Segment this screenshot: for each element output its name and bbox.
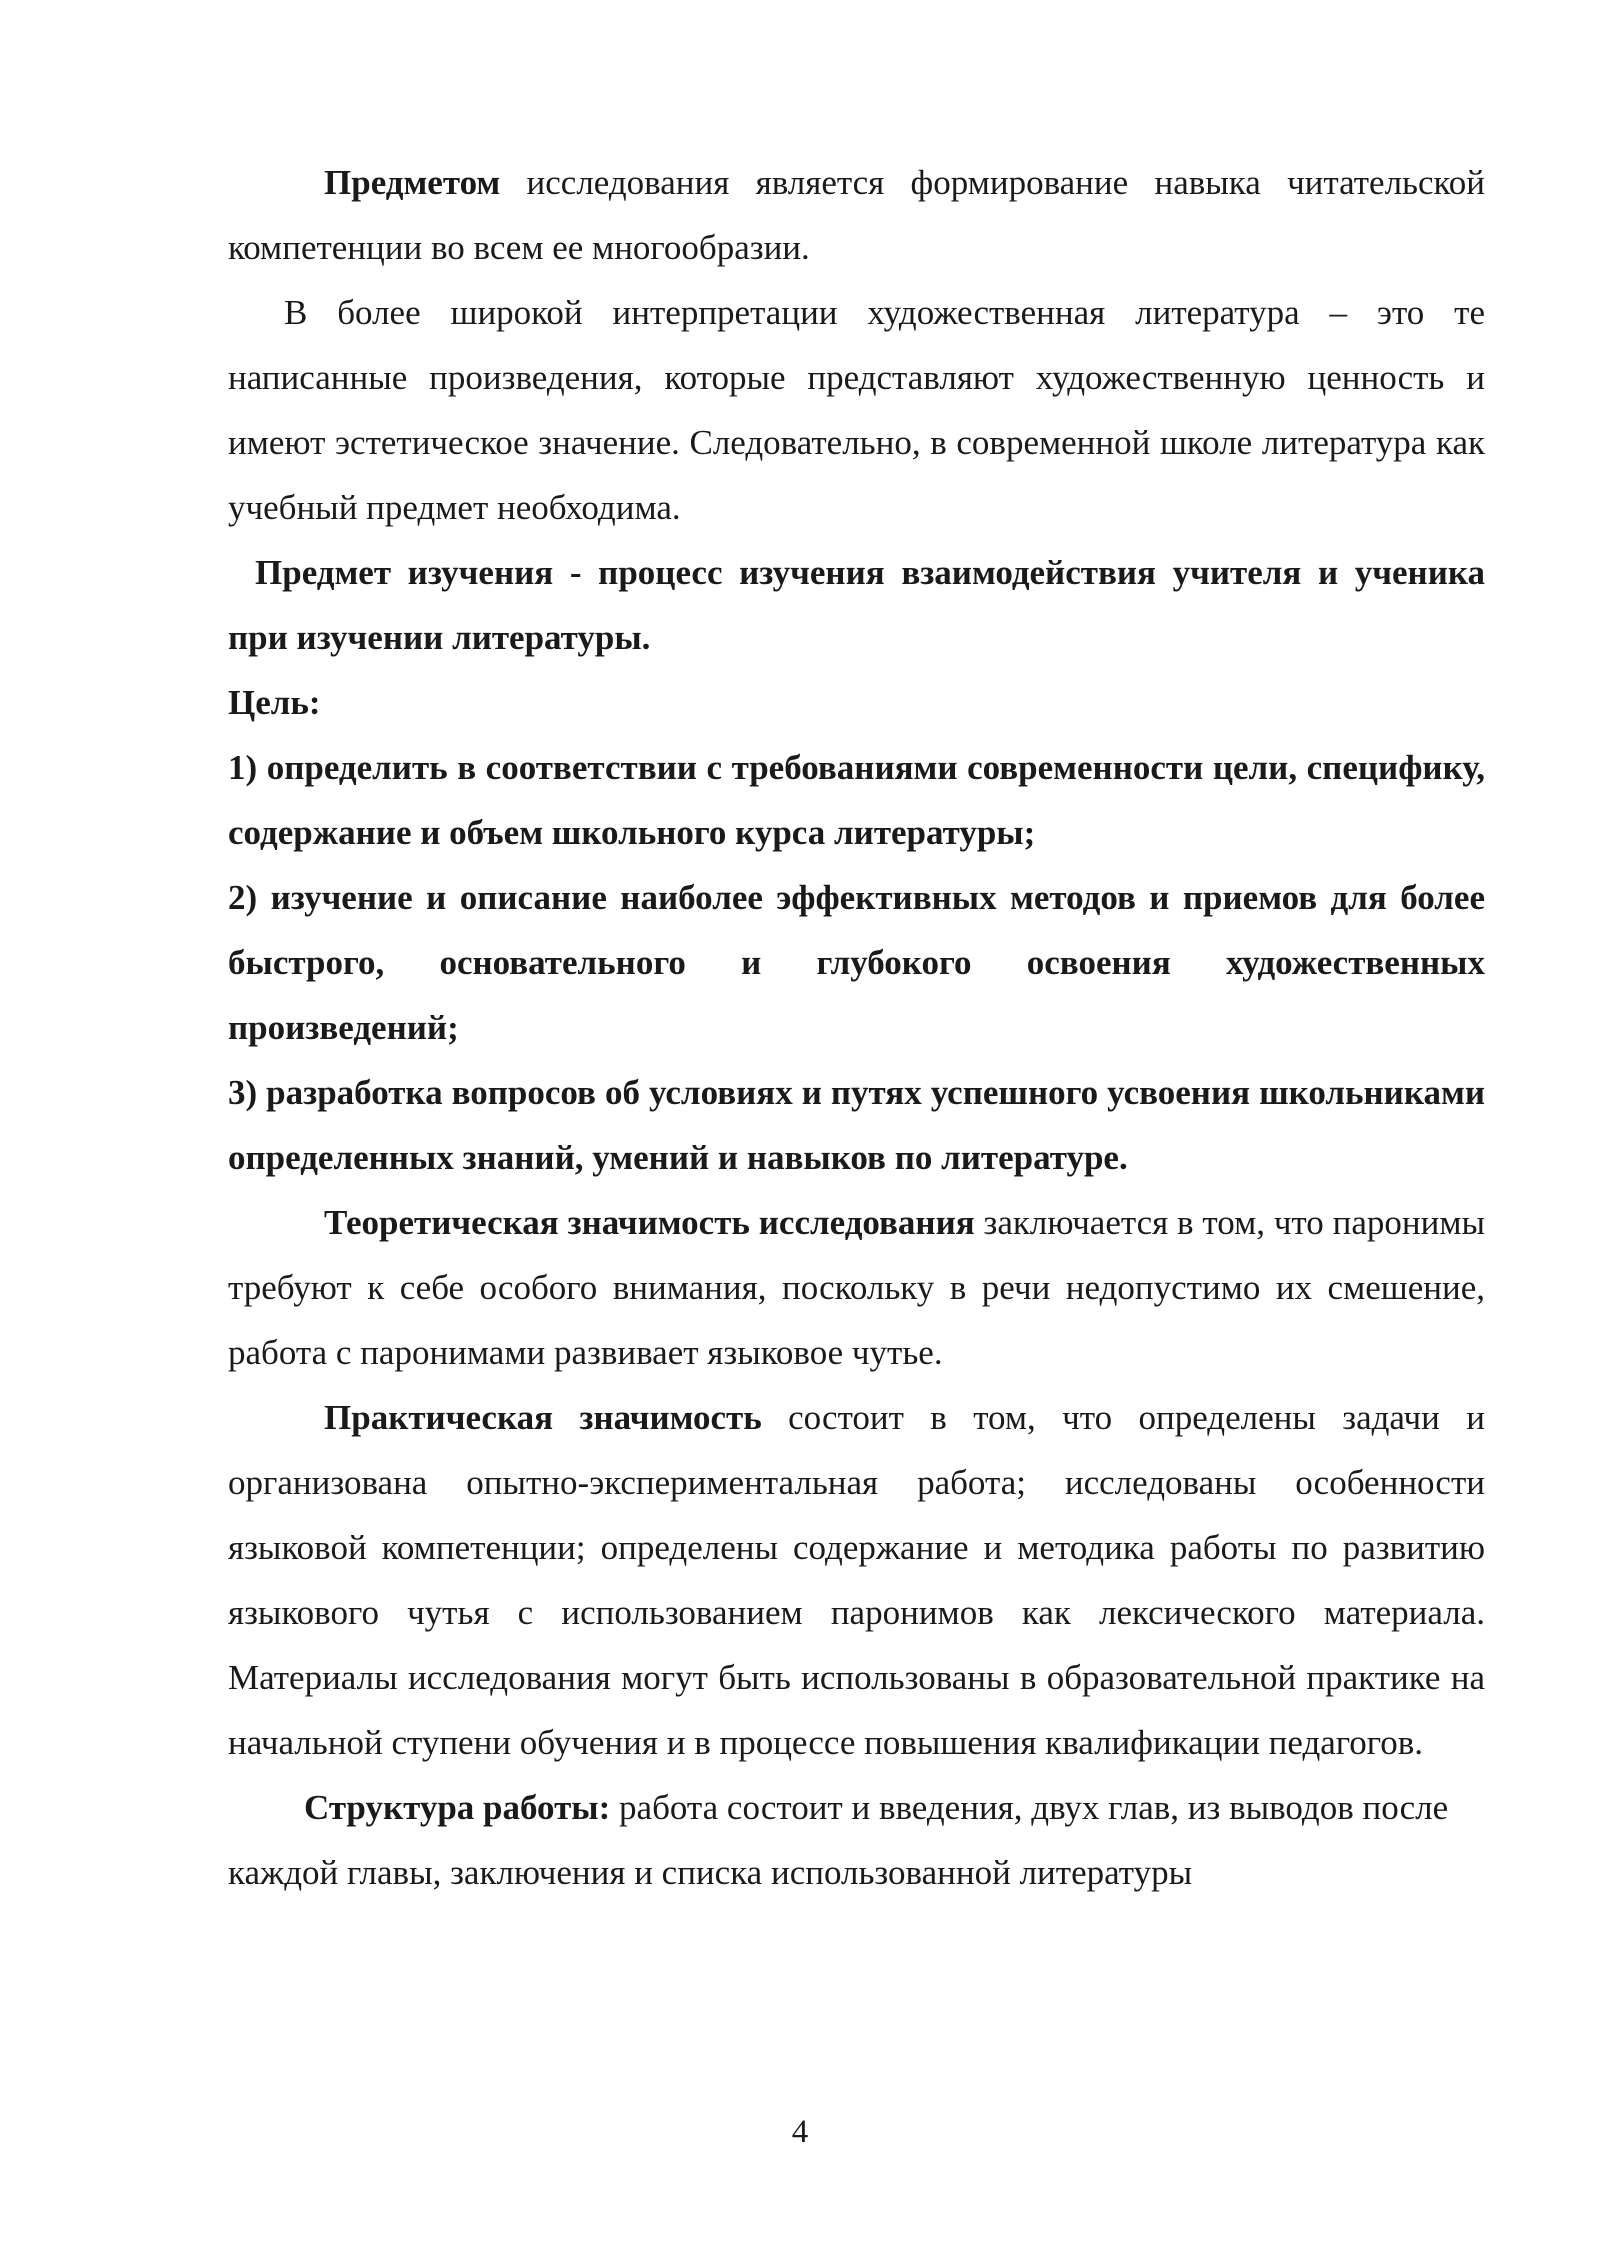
paragraph-theoretical-lead: Теоретическая значимость исследования: [324, 1203, 975, 1242]
goal-item-1: 1) определить в соответствии с требованиями современности цели, специфику, содержание и объем школьного курса литературы;: [228, 748, 1485, 852]
paragraph-interpretation: В более широкой интерпретации художественная литература – это те написанные произведения, которые представляют художественную ценность и имеют эстетическое значение. Следовательно, в современной школе литература как учебный предмет необходима.: [228, 293, 1485, 527]
goal-heading: Цель:: [228, 683, 321, 722]
page-body: [228, 150, 1485, 1905]
paragraph-subject: [228, 150, 1485, 280]
paragraph-practical-significance: [228, 1385, 1485, 1775]
paragraph-subject-text: исследования является формирование навыка читательской компетенции во всем ее многообразии.: [228, 163, 1485, 267]
paragraph-practical-lead: Практическая значимость: [324, 1398, 762, 1437]
paragraph-subject-lead: Предметом: [324, 163, 501, 202]
paragraph-structure-lead: Структура работы:: [304, 1788, 611, 1827]
goal-item-2: 2) изучение и описание наиболее эффективных методов и приемов для более быстрого, основательного и глубокого освоения художественных произведений;: [228, 878, 1485, 1047]
paragraph-practical-text: состоит в том, что определены задачи и организована опытно-экспериментальная работа; исследованы особенности языковой компетенции; определены содержание и методика работы по развитию языкового чутья с использованием паронимов как лексического материала. Материалы исследования могут быть использованы в образовательной практике на начальной ступени обучения и в процессе повышения квалификации педагогов.: [228, 1398, 1485, 1762]
page-number: 4: [791, 2114, 809, 2150]
paragraph-theoretical-text: заключается в том, что паронимы требуют к себе особого внимания, поскольку в речи недопустимо их смешение, работа с паронимами развивает языковое чутье.: [228, 1203, 1486, 1372]
paragraph-study-subject: Предмет изучения - процесс изучения взаимодействия учителя и ученика при изучении литературы.: [228, 553, 1485, 657]
goal-item-3: 3) разработка вопросов об условиях и путях успешного усвоения школьниками определенных знаний, умений и навыков по литературе.: [228, 1073, 1485, 1177]
paragraph-structure: [228, 1775, 1485, 1905]
paragraph-structure-text: работа состоит и введения, двух глав, из выводов после каждой главы, заключения и списка использованной литературы: [228, 1788, 1449, 1892]
paragraph-theoretical-significance: [228, 1190, 1485, 1385]
